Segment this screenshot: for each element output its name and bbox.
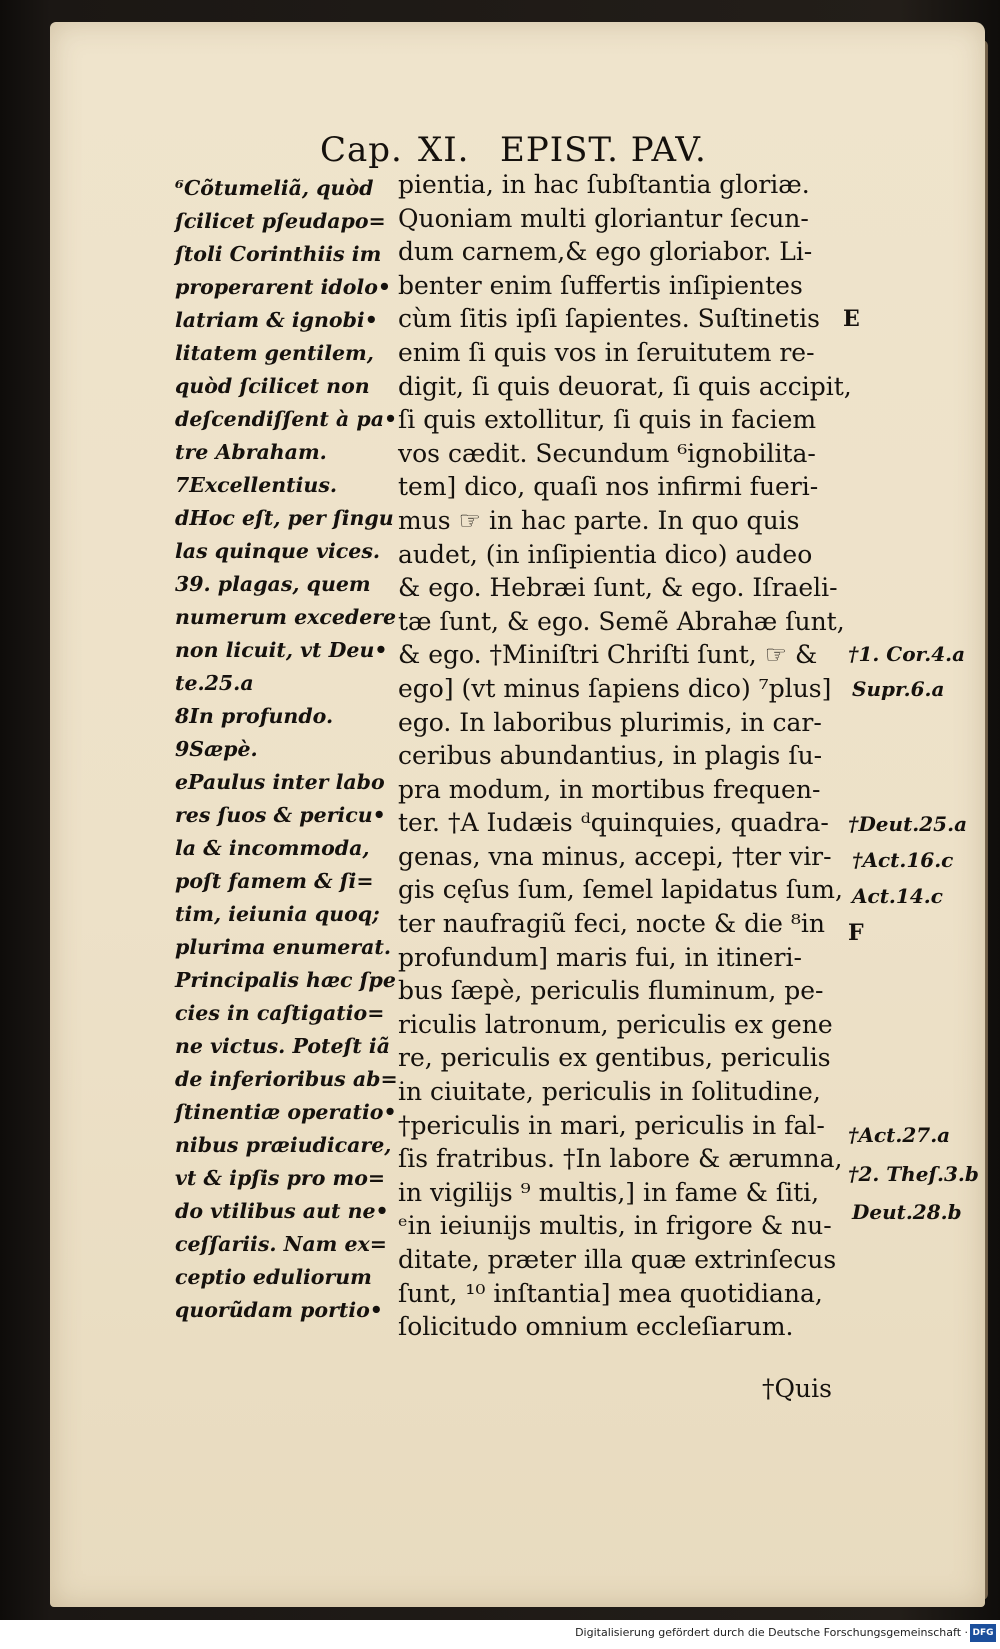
gloss-line: te.25.a — [175, 671, 254, 695]
gloss-line: quorũdam portio• — [175, 1298, 383, 1322]
margin-note-act14: Act.14.c — [852, 884, 943, 908]
text-line: in ciuitate, periculis in ſolitudine, — [398, 1077, 821, 1107]
margin-note-deut25: †Deut.25.a — [848, 812, 968, 836]
gloss-line: ſcilicet pſeudapo= — [175, 209, 386, 233]
text-line: ſi quis extollitur, ſi quis in faciem — [398, 405, 817, 435]
text-line: bus ſæpè, periculis fluminum, pe- — [398, 976, 824, 1006]
margin-note-supr: Supr.6.a — [852, 677, 945, 701]
gloss-line: ſtoli Corinthiis im — [175, 242, 382, 266]
text-line: dum carnem,& ego gloriabor. Li- — [398, 237, 813, 267]
text-line: profundum] maris fui, in itineri- — [398, 942, 802, 972]
header-running-title: EPIST. PAV. — [500, 130, 707, 170]
gloss-line: vt & ipſis pro mo= — [175, 1166, 386, 1190]
text-line: & ego. †Miniſtri Chriſti ſunt, ☞ & — [398, 640, 818, 670]
gloss-line: tim, ieiunia quoq; — [175, 902, 380, 926]
text-line: genas, vna minus, accepi, †ter vir- — [398, 841, 832, 871]
margin-letter-e: E — [843, 306, 860, 332]
margin-note-act27: †Act.27.a — [848, 1123, 951, 1147]
gloss-line: latriam & ignobi• — [175, 308, 378, 332]
gloss-line: litatem gentilem, — [175, 341, 374, 365]
main-text-column — [398, 168, 852, 1344]
text-line: in vigilijs ⁹ multis,] in fame & ſiti, — [398, 1177, 820, 1207]
text-line: benter enim ſuffertis inſipientes — [398, 270, 803, 300]
gloss-line: deſcendiſſent à pa• — [175, 407, 398, 431]
text-line: riculis latronum, periculis ex gene — [398, 1009, 833, 1039]
gloss-line: ne victus. Poteſt iã — [175, 1034, 390, 1058]
gloss-line: ePaulus inter labo — [175, 770, 385, 794]
text-line: ditate, præter illa quæ extrinſecus — [398, 1245, 837, 1274]
text-line: enim ſi quis vos in ſeruitutem re- — [398, 337, 815, 367]
text-line: gis cęſus ſum, ſemel lapidatus ſum, — [398, 875, 843, 905]
text-line: ᵉin ieiunijs multis, in frigore & nu- — [398, 1211, 832, 1241]
gloss-line: do vtilibus aut ne• — [175, 1199, 389, 1223]
text-line: pientia, in hac ſubſtantia gloriæ. — [398, 170, 810, 199]
footer-credit: Digitalisierung gefördert durch die Deutsche Forschungsgemeinschaft · — [575, 1626, 968, 1639]
text-line: tem] dico, quaſi nos infirmi fueri- — [398, 472, 819, 502]
margin-letter-f: F — [848, 920, 864, 946]
gloss-line: non licuit, vt Deu• — [175, 638, 388, 662]
margin-note-thes: †2. Theſ.3.b — [848, 1162, 979, 1186]
dfg-logo: DFG — [970, 1624, 996, 1642]
gloss-line: dHoc eſt, per ſingu — [175, 506, 394, 530]
text-line: tæ ſunt, & ego. Semẽ Abrahæ ſunt, — [398, 606, 845, 636]
header-cap: Cap. — [320, 130, 403, 170]
gloss-line: ſtinentiæ operatio• — [175, 1100, 397, 1124]
text-line: ter naufragiũ feci, nocte & die ⁸in — [398, 909, 825, 939]
gloss-line: las quinque vices. — [175, 539, 380, 563]
text-line: ter. †A Iudæis ᵈquinquies, quadra- — [398, 808, 829, 838]
gloss-line: 9Sæpè. — [175, 737, 258, 761]
text-line: pra modum, in mortibus frequen- — [398, 774, 821, 804]
text-line: mus ☞ in hac parte. In quo quis — [398, 505, 800, 535]
text-line: ego. In laboribus plurimis, in car- — [398, 707, 822, 737]
gloss-line: quòd ſcilicet non — [175, 374, 370, 398]
gloss-line: properarent idolo• — [175, 275, 391, 299]
text-line: ſis fratribus. †In labore & ærumna, — [398, 1144, 843, 1174]
catchword: †Quis — [762, 1374, 832, 1403]
gloss-line: ceſſariis. Nam ex= — [175, 1232, 387, 1256]
gloss-line: 39. plagas, quem — [175, 572, 371, 596]
gloss-line: tre Abraham. — [175, 440, 327, 464]
text-line: audet, (in inſipientia dico) audeo — [398, 539, 813, 569]
text-line: †periculis in mari, periculis in fal- — [398, 1110, 825, 1140]
margin-note-act16: †Act.16.c — [852, 848, 954, 872]
digitization-footer — [0, 1620, 1000, 1649]
gloss-line: de inferioribus ab= — [175, 1067, 398, 1091]
gloss-line: cies in caſtigatio= — [175, 1001, 385, 1025]
gloss-line: la & incommoda, — [175, 836, 370, 860]
text-line: ſolicitudo omnium eccleſiarum. — [398, 1312, 794, 1342]
gloss-line: plurima enumerat. — [175, 935, 392, 959]
text-line: & ego. Hebræi ſunt, & ego. Iſraeli- — [398, 573, 838, 603]
gloss-column — [175, 172, 415, 1327]
text-line: cùm ſitis ipſi ſapientes. Suſtinetis — [398, 304, 820, 334]
gloss-line: 8In profundo. — [175, 704, 334, 728]
text-line: ego] (vt minus ſapiens dico) ⁷plus] — [398, 673, 832, 703]
gloss-line: nibus præiudicare, — [175, 1133, 392, 1157]
text-line: Quoniam multi gloriantur ſecun- — [398, 203, 809, 233]
margin-note-cor: †1. Cor.4.a — [848, 642, 966, 666]
gloss-line: ceptio eduliorum — [175, 1265, 372, 1289]
text-line: digit, ſi quis deuorat, ſi quis accipit, — [398, 371, 852, 401]
gloss-line: 7Excellentius. — [175, 473, 337, 497]
text-line: ſunt, ¹⁰ inſtantia] mea quotidiana, — [398, 1278, 823, 1308]
gloss-line: numerum excedere — [175, 605, 397, 629]
gloss-line: ⁶Cõtumeliã, quòd — [175, 176, 374, 200]
gloss-line: Principalis hæc ſpe — [175, 968, 396, 992]
gloss-line: res ſuos & pericu• — [175, 803, 386, 827]
margin-note-deut28: Deut.28.b — [852, 1200, 962, 1224]
header-chapter: XI. — [418, 130, 470, 170]
text-line: vos cædit. Secundum ⁶ignobilita- — [398, 438, 816, 468]
text-line: ceribus abundantius, in plagis ſu- — [398, 741, 823, 771]
gloss-line: poſt famem & ſi= — [175, 869, 374, 893]
text-line: re, periculis ex gentibus, periculis — [398, 1043, 831, 1073]
